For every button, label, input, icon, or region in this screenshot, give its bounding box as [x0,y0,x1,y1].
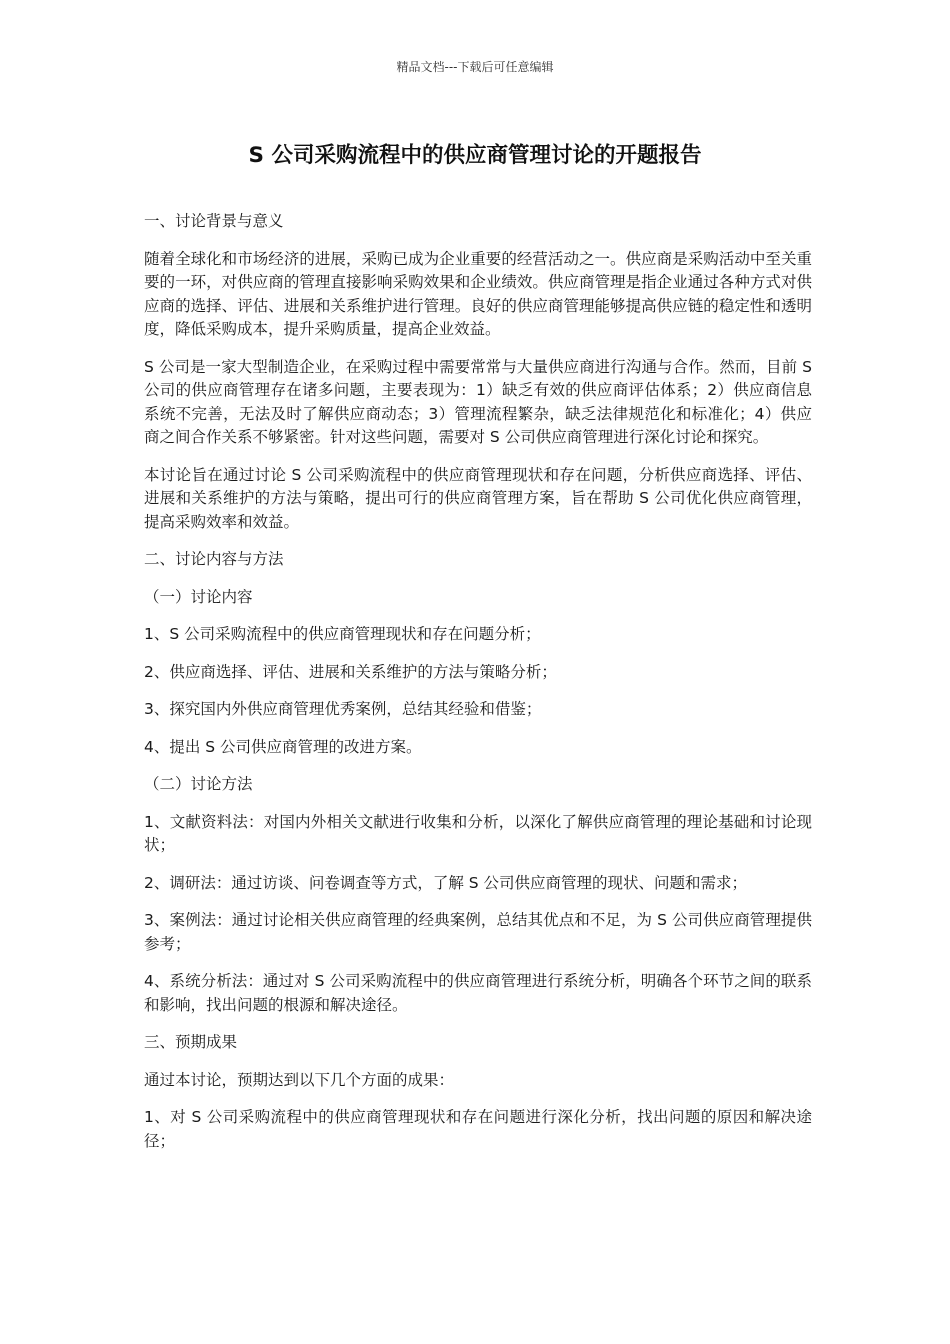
list-item-content-4: 4、提出 S 公司供应商管理的改进方案。 [144,737,422,756]
list-item-method-1: 1、文献资料法：对国内外相关文献进行收集和分析，以深化了解供应商管理的理论基础和讨论现状； [144,812,812,854]
section-heading-expected-results: 三、预期成果 [144,1033,238,1051]
paragraph-results-intro: 通过本讨论，预期达到以下几个方面的成果： [144,1070,455,1089]
list-item-method-2: 2、调研法：通过访谈、问卷调查等方式，了解 S 公司供应商管理的现状、问题和需求； [144,873,748,892]
document-body [144,210,812,1167]
section-heading-background: 一、讨论背景与意义 [144,212,284,230]
paragraph-background-1: 随着全球化和市场经济的进展，采购已成为企业重要的经营活动之一。供应商是采购活动中至关重要的一环，对供应商的管理直接影响采购效果和企业绩效。供应商管理是指企业通过各种方式对供应商的选择、评估、进展和关系维护进行管理。良好的供应商管理能够提高供应链的稳定性和透明度，降低采购成本，提升采购质量，提高企业效益。 [144,249,812,338]
subsection-heading-content: （一）讨论内容 [144,587,253,606]
document-title: S 公司采购流程中的供应商管理讨论的开题报告 [248,143,702,168]
paragraph-background-3: 本讨论旨在通过讨论 S 公司采购流程中的供应商管理现状和存在问题，分析供应商选择、评估、进展和关系维护的方法与策略，提出可行的供应商管理方案，旨在帮助 S 公司优化供应商管理，提高采购效率和效益。 [144,465,812,531]
list-item-results-1: 1、对 S 公司采购流程中的供应商管理现状和存在问题进行深化分析，找出问题的原因和解决途径； [144,1108,812,1150]
list-item-content-2: 2、供应商选择、评估、进展和关系维护的方法与策略分析； [144,662,557,681]
list-item-method-3: 3、案例法：通过讨论相关供应商管理的经典案例，总结其优点和不足，为 S 公司供应商管理提供参考； [144,911,812,953]
page-header-watermark: 精品文档---下载后可任意编辑 [396,60,554,74]
list-item-method-4: 4、系统分析法：通过对 S 公司采购流程中的供应商管理进行系统分析，明确各个环节之间的联系和影响，找出问题的根源和解决途径。 [144,972,812,1014]
subsection-heading-method: （二）讨论方法 [144,775,253,793]
section-heading-content-method: 二、讨论内容与方法 [144,550,284,568]
list-item-content-3: 3、探究国内外供应商管理优秀案例，总结其经验和借鉴； [144,700,542,718]
paragraph-background-2: S 公司是一家大型制造企业，在采购过程中需要常常与大量供应商进行沟通与合作。然而，目前 S 公司的供应商管理存在诸多问题，主要表现为：1）缺乏有效的供应商评估体系；2）供应商信息系统不完善，无法及时了解供应商动态；3）管理流程繁杂，缺乏法律规范化和标准化；4）供应商之间合作关系不够紧密。针对这些问题，需要对 S 公司供应商管理进行深化讨论和探究。 [144,357,812,446]
list-item-content-1: 1、S 公司采购流程中的供应商管理现状和存在问题分析； [144,625,541,643]
